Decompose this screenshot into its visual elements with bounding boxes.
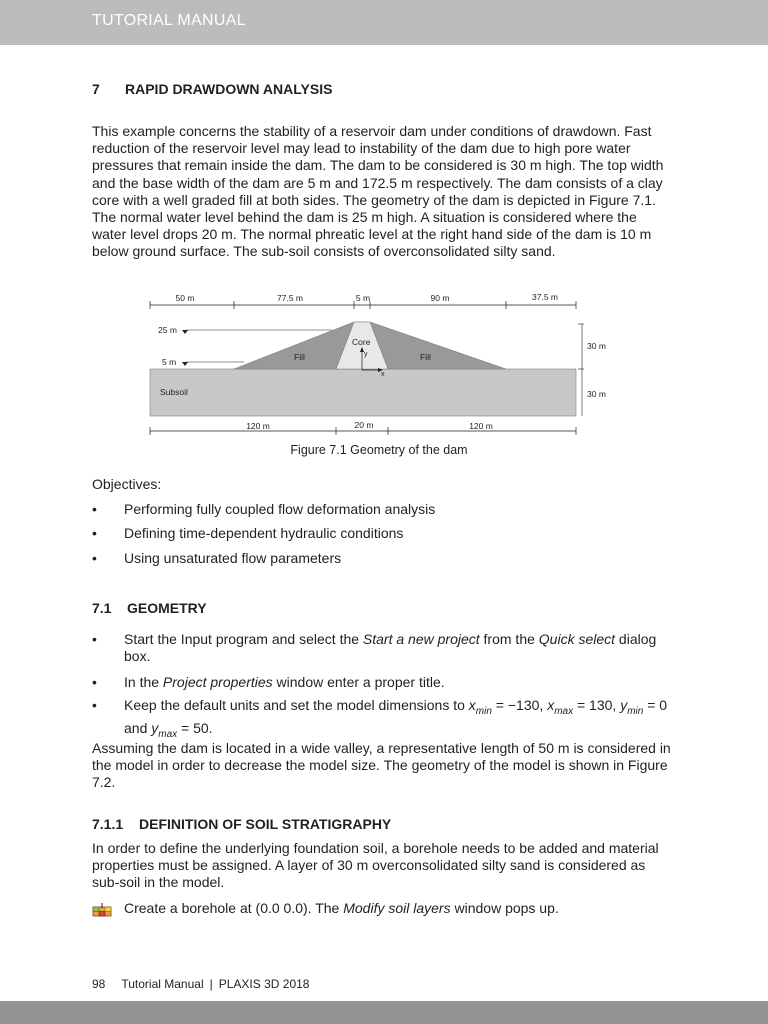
figure-caption: Figure 7.1 Geometry of the dam <box>290 443 468 457</box>
dim-label: 120 m <box>469 421 493 431</box>
fill-label: Fill <box>420 352 431 362</box>
dim-label: 90 m <box>430 293 450 303</box>
objectives-heading: Objectives: <box>92 476 162 492</box>
bullet: • <box>92 501 97 517</box>
bullet: • <box>92 525 97 541</box>
step-text: Start the Input program and select the Start a new project from the Quick select dialog box. <box>124 631 657 665</box>
objective-text: Performing fully coupled flow deformation analysis <box>124 501 436 517</box>
objective-text: Defining time-dependent hydraulic conditions <box>124 525 404 541</box>
subsection-number: 7.1 <box>92 600 112 616</box>
subsubsection-heading <box>92 816 391 832</box>
subsoil-layer <box>150 369 576 416</box>
subsection-heading <box>92 600 207 616</box>
level-label: 5 m <box>162 357 177 367</box>
borehole-icon <box>92 903 112 917</box>
step-text: Keep the default units and set the model dimensions to $x_{min} = -130$, $x_{max} = 130$, $y_{min} = 0$ and $y_{max} = 50$. <box>124 697 668 740</box>
step-text: In the Project properties window enter a proper title. <box>124 674 445 690</box>
fill-label: Fill <box>294 352 305 362</box>
step-text: Create a borehole at (0.0 0.0). The Modify soil layers window pops up. <box>124 900 559 916</box>
intro-paragraph: This example concerns the stability of a reservoir dam under conditions of drawdown. Fast reduction of the reservoir level may lead to instability of the dam due to high pore water pressures that remain inside the dam. The dam to be considered is 30 m high. The top width and the base width of the dam are 5 m and 172.5 m respectively. The dam consists of a clay core with a well graded fill at both sides. The geometry of the dam is depicted in Figure 7.1. The normal water level behind the dam is 25 m high. A situation is considered where the water level drops 20 m. The normal phreatic level at the right hand side of the dam is 10 m below ground surface. The sub-soil consists of overconsolidated silty sand. <box>92 123 664 260</box>
dim-label: 37.5 m <box>532 292 558 302</box>
page-number: 98 <box>92 977 106 991</box>
dam-diagram <box>148 290 606 436</box>
water-level-marker <box>182 330 188 334</box>
water-level-marker <box>182 362 188 366</box>
stratigraphy-paragraph: In order to define the underlying foundation soil, a borehole needs to be added and material properties must be assigned. A layer of 30 m overconsolidated silty sand is considered as sub-soil in the model. <box>92 840 659 891</box>
dim-label: 120 m <box>246 421 270 431</box>
footer-product: PLAXIS 3D 2018 <box>218 977 310 991</box>
bullet: • <box>92 674 97 690</box>
dim-label: 30 m <box>587 341 606 351</box>
footer-separator: | <box>209 977 213 991</box>
geometry-paragraph: Assuming the dam is located in a wide valley, a representative length of 50 m is considered in the model in order to decrease the model size. The geometry of the model is shown in Figure 7.2. <box>92 740 671 791</box>
header-title: TUTORIAL MANUAL <box>92 12 246 29</box>
bullet: • <box>92 697 97 713</box>
objective-text: Using unsaturated flow parameters <box>124 550 342 566</box>
footer-bar <box>0 1001 768 1024</box>
subsubsection-title: DEFINITION OF SOIL STRATIGRAPHY <box>139 816 392 832</box>
section-number: 7 <box>92 81 100 97</box>
subsoil-label: Subsoil <box>160 387 188 397</box>
dam-geometry-figure <box>148 290 606 436</box>
level-label: 25 m <box>158 325 177 335</box>
dim-label: 5 m <box>355 293 371 303</box>
dim-label: 50 m <box>175 293 195 303</box>
page-footer <box>92 977 309 991</box>
bullet: • <box>92 550 97 566</box>
section-heading <box>92 81 332 97</box>
bullet: • <box>92 631 97 647</box>
core-label: Core <box>352 337 371 347</box>
page-header <box>0 0 768 45</box>
footer-manual: Tutorial Manual <box>121 977 204 991</box>
dim-label: 20 m <box>354 420 374 430</box>
dim-label: 77.5 m <box>277 293 303 303</box>
subsubsection-number: 7.1.1 <box>92 816 124 832</box>
subsection-title: GEOMETRY <box>127 600 207 616</box>
x-axis-label: x <box>381 371 385 378</box>
dim-label: 30 m <box>587 389 606 399</box>
y-axis-label: y <box>364 351 368 358</box>
section-title: RAPID DRAWDOWN ANALYSIS <box>125 81 333 97</box>
